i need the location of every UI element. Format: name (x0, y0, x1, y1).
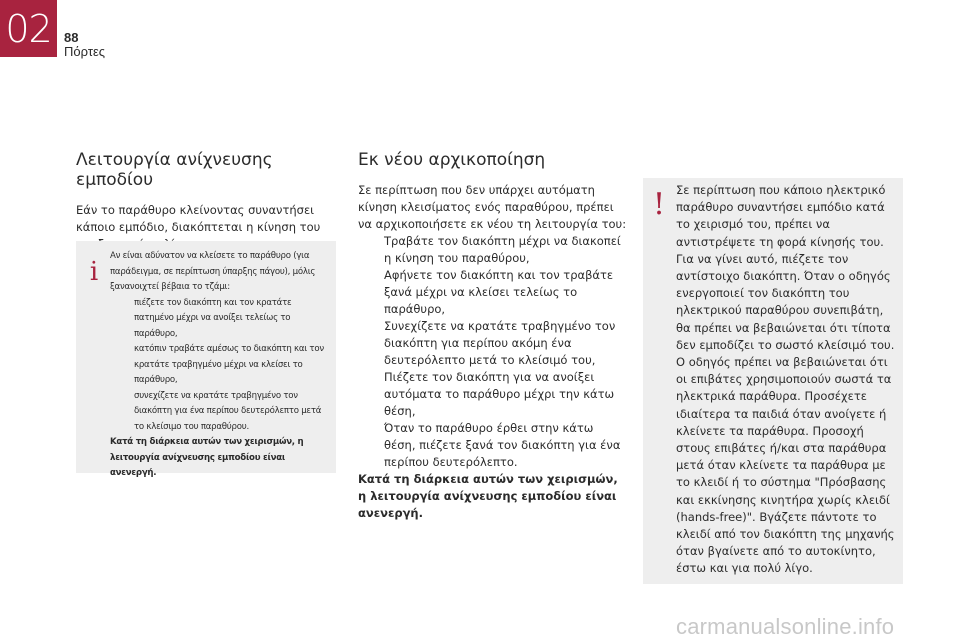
chapter-number: 02 (5, 6, 52, 51)
warning-exclamation-icon: ! (652, 187, 666, 222)
middle-column (358, 150, 628, 522)
list-item: Συνεχίζετε να κρατάτε τραβηγμένο τον διακόπτη για περίπου ακόμη ένα δευτερόλεπτο μετά το κλείσιμό του, (384, 319, 616, 367)
warning-box (643, 178, 903, 584)
info-i-icon: i (89, 257, 99, 287)
left-column-title: Λειτουργία ανίχνευσης εμποδίου (76, 150, 273, 190)
middle-column-note: Κατά τη διάρκεια αυτών των χειρισμών, η λειτουργία ανίχνευσης εμποδίου είναι ανενεργή. (358, 472, 618, 520)
list-item: κατόπιν τραβάτε αμέσως το διακόπτη και τον κρατάτε τραβηγμένο μέχρι να κλείσει το παράθυρο, (134, 344, 324, 385)
list-item: συνεχίζετε να κρατάτε τραβηγμένο τον διακόπτη για ένα περίπου δευτερόλεπτο μετά το κλείσιμο του παραθύρου. (134, 390, 322, 432)
list-item: Όταν το παράθυρο έρθει στην κάτω θέση, πιέζετε ξανά τον διακόπτη για ένα περίπου δευτερόλεπτο. (384, 421, 621, 469)
info-box-bullets (110, 296, 328, 436)
watermark: carmanualsonline.info (676, 614, 895, 639)
middle-column-bullets (358, 233, 628, 471)
left-column-intro: Εάν το παράθυρο κλείνοντας συναντήσει κάποιο εμπόδιο, διακόπτεται η κίνηση του (76, 203, 321, 234)
list-item: Πιέζετε τον διακόπτη για να ανοίξει αυτόματα το παράθυρο μέχρι την κάτω θέση, (384, 370, 615, 418)
info-box-note: Κατά τη διάρκεια αυτών των χειρισμών, η λειτουργία ανίχνευσης εμποδίου είναι ανενεργή. (110, 437, 304, 478)
list-item: πιέζετε τον διακόπτη και τον κρατάτε πατημένο μέχρι να ανοίξει τελείως το παράθυρο, (134, 297, 292, 339)
chapter-tab (0, 0, 57, 57)
warning-text: Σε περίπτωση που κάποιο ηλεκτρικό παράθυρο συναντήσει εμπόδιο κατά το χειρισμό του, πρέπει να αντιστρέψετε τη φορά κίνησής του. Για να γίνει αυτό, πιέζετε τον αντίστοιχο διακόπτη. Όταν ο οδηγός ενεργοποιεί τον διακόπτη του ηλεκτρικού παραθύρου συνεπιβάτη, θα πρέπει να βεβαιώνεται ότι τίποτα δεν εμποδίζει το σωστό κλείσιμό του. Ο οδηγός πρέπει να βεβαιώνεται ότι οι επιβάτες χρησιμοποιούν σωστά τα ηλεκτρικά παράθυρα. Προσέχετε ιδιαίτερα τα παιδιά όταν ανοίγετε ή κλείνετε τα παράθυρα. Προσοχή στους επιβάτες ή/και στα παράθυρα μετά όταν κλείνετε τα παράθυρα με το κλειδί ή το σύστημα "Πρόσβασης και εκκίνησης κινητήρα χωρίς κλειδί (hands-free)". Βγάζετε πάντοτε το κλειδί από τον διακόπτη της μηχανής όταν βγαίνετε από το αυτοκίνητο, έστω και για πολύ λίγο. (676, 183, 895, 576)
list-item: Αφήνετε τον διακόπτη και τον τραβάτε ξανά μέχρι να κλείσει τελείως το παράθυρο, (384, 268, 614, 316)
info-box-intro: Αν είναι αδύνατον να κλείσετε το παράθυρο (για παράδειγμα, σε περίπτωση ύπαρξης πάγου), μόλις ξανανοιχτεί βέβαια το τζάμι: (110, 251, 316, 292)
section-name: Πόρτες (64, 44, 106, 59)
middle-column-title: Εκ νέου αρχικοποίηση (358, 150, 546, 170)
list-item: Τραβάτε τον διακόπτη μέχρι να διακοπεί η κίνηση του παραθύρου, (384, 234, 621, 265)
left-column (76, 150, 338, 253)
middle-column-body (358, 182, 628, 522)
page-number: 88 (64, 30, 79, 45)
middle-column-intro: Σε περίπτωση που δεν υπάρχει αυτόματη κίνηση κλεισίματος ενός παραθύρου, πρέπει να αρχικοποιήσετε εκ νέου τη λειτουργία του: (358, 183, 627, 231)
info-box (76, 241, 336, 478)
